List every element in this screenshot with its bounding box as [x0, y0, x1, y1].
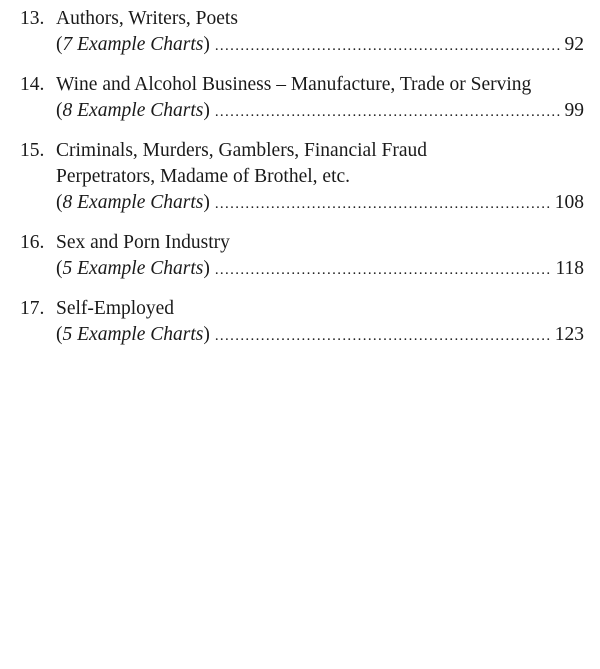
entry-title-continued: Perpetrators, Madame of Brothel, etc. — [56, 166, 351, 187]
toc-entry[interactable] — [20, 6, 584, 59]
entry-page-number: 92 — [564, 34, 584, 55]
entry-number: 15. — [20, 140, 45, 161]
entry-title: Wine and Alcohol Business – Manufacture, Trade or Serving — [56, 74, 532, 95]
entry-number: 14. — [20, 74, 45, 95]
entry-title: Sex and Porn Industry — [56, 232, 230, 253]
entry-subtitle: (7 Example Charts) — [56, 34, 210, 55]
entry-number: 17. — [20, 298, 45, 319]
dot-leader — [215, 257, 553, 283]
entry-subtitle: (5 Example Charts) — [56, 258, 210, 279]
entry-subtitle: (8 Example Charts) — [56, 192, 210, 213]
toc-entry[interactable] — [20, 230, 584, 283]
toc-entry[interactable] — [20, 138, 584, 217]
toc-entry[interactable] — [20, 72, 584, 125]
entry-page-number: 108 — [554, 192, 584, 213]
entry-number: 16. — [20, 232, 45, 253]
entry-subtitle: (5 Example Charts) — [56, 324, 210, 345]
dot-leader — [215, 191, 552, 217]
entry-subtitle: (8 Example Charts) — [56, 100, 210, 121]
entry-title: Criminals, Murders, Gamblers, Financial Fraud — [56, 140, 427, 161]
dot-leader — [215, 33, 562, 59]
entry-number: 13. — [20, 8, 45, 29]
entry-page-number: 118 — [555, 258, 584, 279]
entry-title: Self-Employed — [56, 298, 175, 319]
dot-leader — [215, 99, 562, 125]
table-of-contents — [20, 6, 584, 362]
entry-page-number: 99 — [564, 100, 584, 121]
dot-leader — [215, 323, 552, 349]
toc-entry[interactable] — [20, 296, 584, 349]
entry-page-number: 123 — [554, 324, 584, 345]
entry-title: Authors, Writers, Poets — [56, 8, 238, 29]
